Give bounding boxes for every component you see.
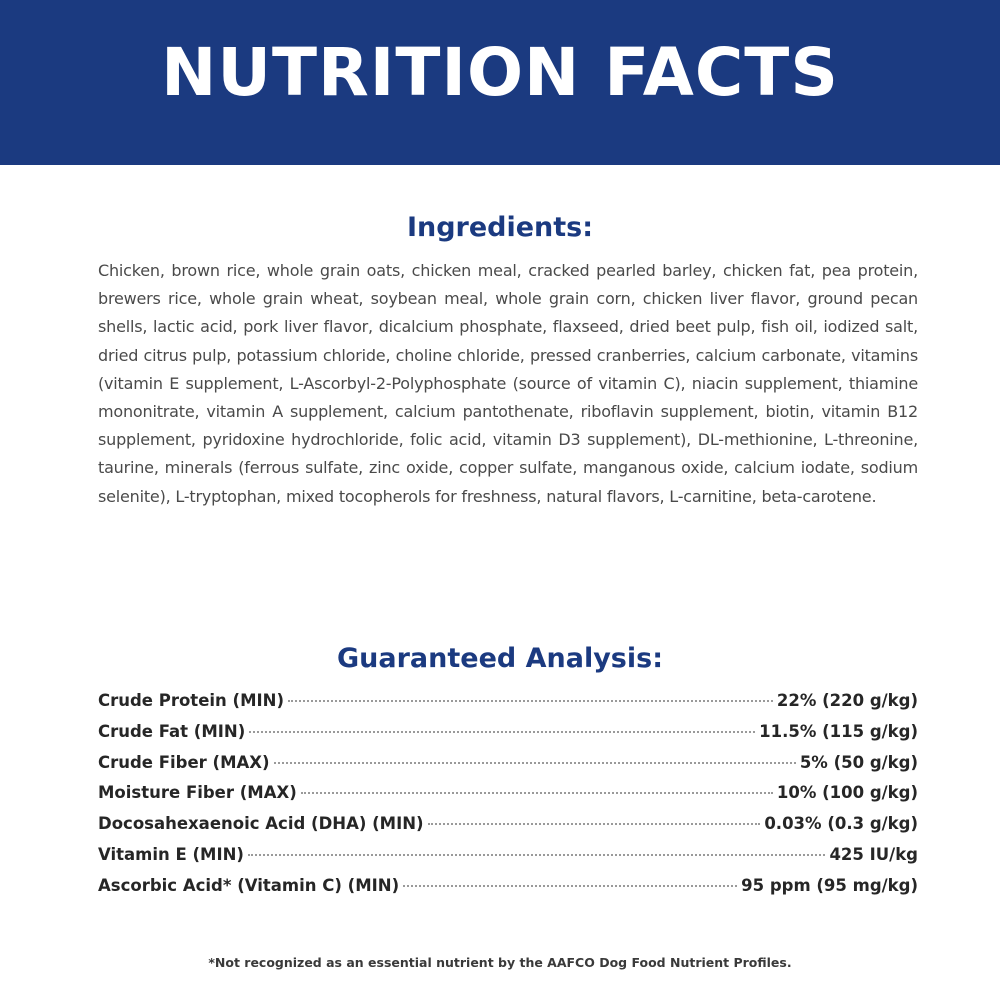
dot-leader [248, 854, 825, 856]
analysis-row-value: 22% (220 g/kg) [776, 691, 918, 710]
analysis-row [98, 783, 918, 814]
analysis-row-value: 5% (50 g/kg) [799, 752, 918, 772]
analysis-row [98, 753, 918, 784]
page-title: NUTRITION FACTS [161, 34, 839, 111]
analysis-row [98, 876, 918, 907]
analysis-row-name: Crude Fat (MIN) [98, 721, 246, 741]
analysis-row [98, 691, 918, 722]
dot-leader [301, 792, 773, 794]
analysis-row-value: 425 IU/kg [829, 844, 918, 864]
analysis-row-name: Moisture Fiber (MAX) [98, 783, 297, 803]
analysis-row-name: Vitamin E (MIN) [98, 844, 244, 864]
dot-leader [249, 731, 755, 733]
analysis-row-name: Crude Fiber (MAX) [98, 752, 270, 772]
guaranteed-analysis-heading: Guaranteed Analysis: [336, 643, 663, 674]
dot-leader [274, 762, 796, 764]
analysis-row [98, 814, 918, 845]
analysis-row [98, 722, 918, 753]
ingredients-heading: Ingredients: [406, 212, 594, 243]
header-banner [0, 0, 1000, 165]
footnote: *Not recognized as an essential nutrient by the AAFCO Dog Food Nutrient Profiles. [208, 955, 792, 970]
analysis-row-name: Docosahexaenoic Acid (DHA) (MIN) [98, 814, 424, 834]
analysis-row-value: 11.5% (115 g/kg) [759, 721, 918, 741]
dot-leader [403, 885, 737, 887]
analysis-row-name: Ascorbic Acid* (Vitamin C) (MIN) [98, 875, 400, 895]
dot-leader [288, 700, 773, 702]
analysis-row-value: 0.03% (0.3 g/kg) [764, 814, 918, 834]
ingredients-text: Chicken, brown rice, whole grain oats, chicken meal, cracked pearled barley, chicken fat, pea protein, brewers rice, whole grain wheat, soybean meal, whole grain corn, chicken liver flavor, ground pecan shells, lactic acid, pork liver flavor, dicalcium phosphate, flaxseed, dried beet pulp, fish oil, iodized salt, dried citrus pulp, potassium chloride, choline chloride, pressed cranberries, calcium carbonate, vitamins (vitamin E supplement, L-Ascorbyl-2-Polyphosphate (source of vitamin C), niacin supplement, thiamine mononitrate, vitamin A supplement, calcium pantothenate, riboflavin supplement, biotin, vitamin B12 supplement, pyridoxine hydrochloride, folic acid, vitamin D3 supplement), DL-methionine, L-threonine, taurine, minerals (ferrous sulfate, zinc oxide, copper sulfate, manganous oxide, calcium iodate, sodium selenite), L-tryptophan, mixed tocopherols for freshness, natural flavors, L-carnitine, beta-carotene. [98, 261, 918, 506]
analysis-row-name: Crude Protein (MIN) [98, 691, 284, 710]
analysis-row [98, 845, 918, 876]
analysis-row-value: 95 ppm (95 mg/kg) [741, 875, 918, 895]
dot-leader [428, 823, 761, 825]
analysis-row-value: 10% (100 g/kg) [776, 783, 918, 803]
guaranteed-analysis-table [98, 691, 918, 907]
